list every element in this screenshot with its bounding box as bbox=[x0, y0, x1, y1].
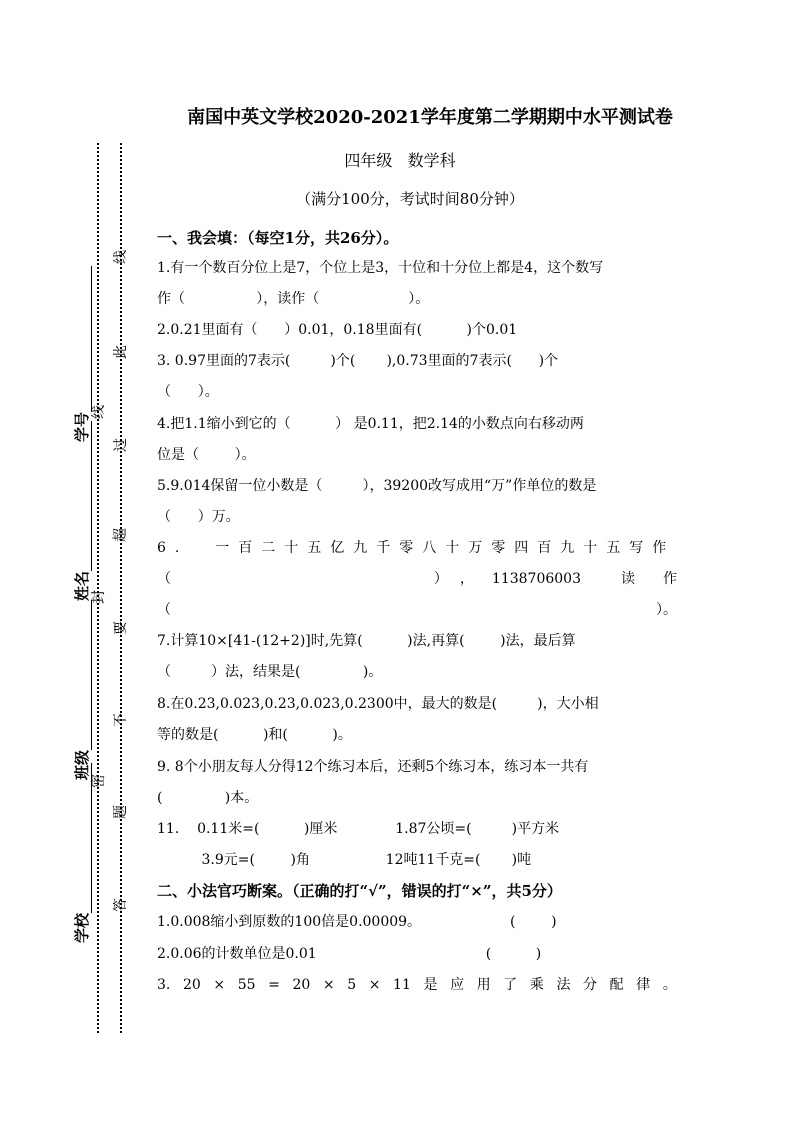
question-line: 3. 0.97里面的7表示( )个( ),0.73里面的7表示( )个 bbox=[157, 353, 559, 369]
school-label: 学校 bbox=[73, 912, 91, 943]
student-name-field bbox=[71, 421, 92, 601]
binding-char: 此 bbox=[113, 345, 129, 359]
question-line: 2.0.06的计数单位是0.01 ( ) bbox=[157, 946, 542, 962]
binding-char: 密 bbox=[91, 774, 107, 788]
student-name-label: 姓名 bbox=[73, 570, 91, 601]
student-name-blank[interactable] bbox=[91, 421, 92, 571]
student-number-label: 学号 bbox=[73, 411, 91, 442]
section2-heading: 二、小法官巧断案。（正确的打“√”，错误的打“×”，共5分） bbox=[157, 882, 562, 900]
binding-char: 超 bbox=[113, 528, 129, 542]
exam-title: 南国中英文学校2020-2021学年度第二学期期中水平测试卷 bbox=[187, 107, 673, 128]
question-line: 3.9元=( )角 12吨11千克=( )吨 bbox=[157, 852, 532, 868]
question-line: 4.把1.1缩小到它的（ ） 是0.11，把2.14的小数点向右移动两 bbox=[157, 416, 584, 432]
binding-char: 线 bbox=[91, 405, 107, 419]
question-line-justified: （ ）。 bbox=[157, 602, 677, 618]
question-line: 作（ ），读作（ ）。 bbox=[157, 291, 430, 307]
question-line: ( )本。 bbox=[157, 790, 259, 806]
student-number-field bbox=[71, 266, 92, 442]
school-blank[interactable] bbox=[91, 763, 92, 913]
exam-note: （满分100分，考试时间80分钟） bbox=[296, 190, 524, 208]
question-line: （ ）。 bbox=[157, 384, 219, 400]
question-line: 6. 一百二十五亿九千零八十万零四百九十五写作 bbox=[157, 540, 676, 556]
question-line: 1.0.008缩小到原数的100倍是0.00009。 ( ) bbox=[157, 914, 557, 930]
binding-char: 要 bbox=[113, 621, 129, 635]
question-line: 位是（ ）。 bbox=[157, 447, 256, 463]
question-line: 9. 8个小朋友每人分得12个练习本后，还剩5个练习本，练习本一共有 bbox=[157, 759, 589, 775]
question-line: （ ）万。 bbox=[157, 509, 240, 525]
exam-subtitle: 四年级 数学科 bbox=[344, 151, 456, 170]
question-line: 11. 0.11米=( )厘米 1.87公顷=( )平方米 bbox=[157, 821, 560, 837]
school-field bbox=[71, 763, 92, 943]
class-label: 班级 bbox=[73, 749, 91, 780]
binding-char: 不 bbox=[113, 713, 129, 727]
question-line-justified: （ ） ， 1138706003 读 作 bbox=[157, 571, 677, 587]
question-line: 7.计算10×[41-(12+2)]时,先算( )法,再算( )法，最后算 bbox=[157, 633, 576, 649]
question-line: 2.0.21里面有（ ）0.01，0.18里面有( )个0.01 bbox=[157, 322, 518, 338]
binding-char: 题 bbox=[113, 805, 129, 819]
question-line-justified: 3. 20 × 55 = 20 × 5 × 11 是 应 用 了 乘 法 分 配 律 。 bbox=[157, 977, 677, 993]
binding-char: 过 bbox=[113, 438, 129, 452]
question-line: （ ）法，结果是( )。 bbox=[157, 664, 383, 680]
binding-dotted-line-left bbox=[97, 143, 99, 1033]
binding-char: 答 bbox=[113, 898, 129, 912]
question-line: 1.有一个数百分位上是7，个位上是3，十位和十分位上都是4，这个数写 bbox=[157, 260, 604, 276]
question-line: 5.9.014保留一位小数是（ ），39200改写成用“万”作单位的数是 bbox=[157, 478, 597, 494]
question-line: 等的数是( )和( )。 bbox=[157, 727, 352, 743]
binding-char: 封 bbox=[91, 590, 107, 604]
binding-char: 线 bbox=[113, 250, 129, 264]
class-field bbox=[71, 600, 92, 780]
class-blank[interactable] bbox=[91, 600, 92, 750]
question-line: 8.在0.23,0.023,0.23,0.023,0.2300中，最大的数是( )，大小相 bbox=[157, 696, 599, 712]
student-number-blank[interactable] bbox=[91, 266, 92, 412]
section1-heading: 一、我会填：（每空1分，共26分）。 bbox=[157, 229, 399, 247]
